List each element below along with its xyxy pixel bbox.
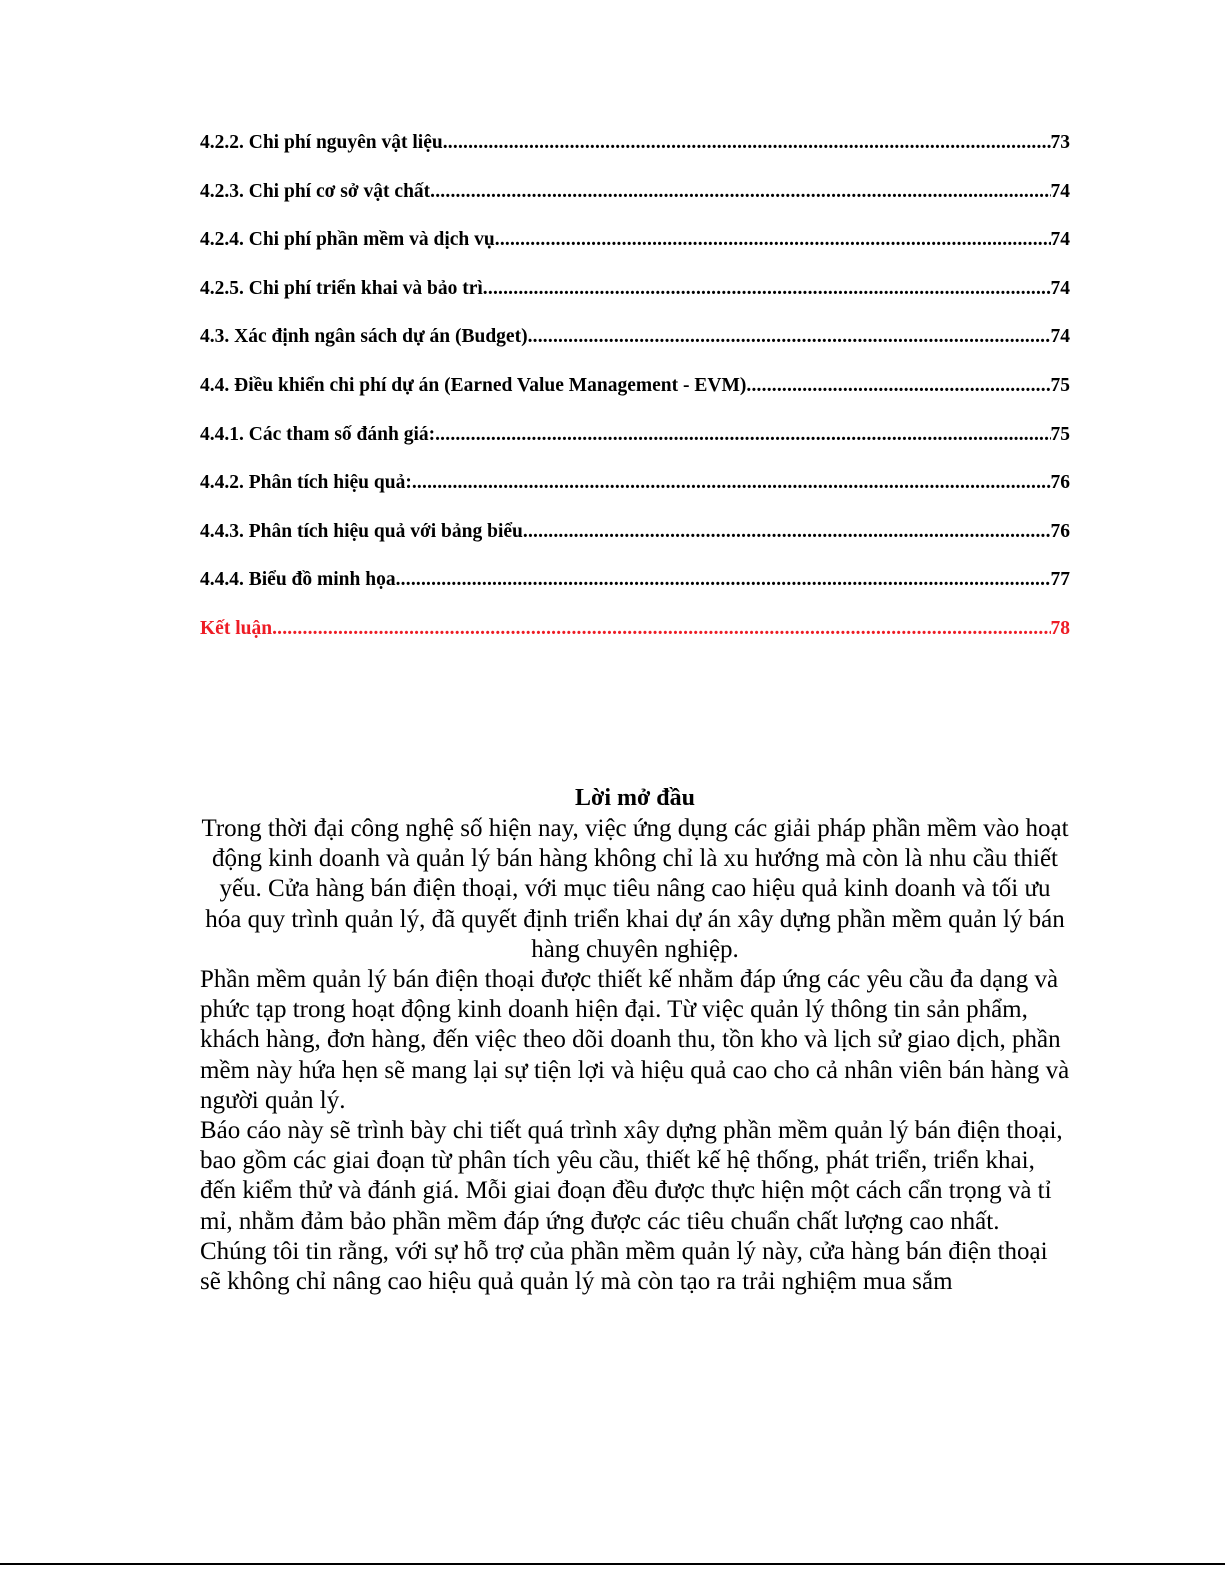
toc-entry[interactable]	[200, 375, 1070, 424]
introduction-section	[200, 782, 1070, 1297]
page-bottom-rule	[0, 1563, 1225, 1565]
section-title: Lời mở đầu	[575, 785, 695, 811]
toc-entry-page: 76	[1050, 520, 1070, 542]
toc-entry-page: 76	[1050, 472, 1070, 494]
toc-entry[interactable]	[200, 278, 1070, 327]
toc-entry-page: 74	[1050, 180, 1070, 202]
toc-entry-label: 4.4.4. Biểu đồ minh họa	[200, 569, 396, 591]
toc-entry-label: 4.2.3. Chi phí cơ sở vật chất	[200, 180, 431, 202]
toc-entry-conclusion[interactable]	[200, 618, 1070, 667]
toc-entry-page: 73	[1050, 132, 1070, 153]
toc-leader-dots	[746, 375, 1050, 397]
toc-leader-dots	[483, 278, 1051, 300]
toc-leader-dots	[443, 132, 1051, 154]
intro-paragraph: Báo cáo này sẽ trình bày chi tiết quá trình xây dựng phần mềm quản lý bán điện thoại, bao gồm các giai đoạn từ phân tích yêu cầu, thiết kế hệ thống, phát triển, triển khai, đến kiểm thử và đánh giá. Mỗi giai đoạn đều được thực hiện một cách cẩn trọng và tỉ mỉ, nhằm đảm bảo phần mềm đáp ứng được các tiêu chuẩn chất lượng cao nhất.	[200, 1117, 1063, 1235]
toc-leader-dots	[396, 569, 1051, 591]
toc-entry-label: 4.3. Xác định ngân sách dự án (Budget)	[200, 326, 528, 348]
intro-paragraph: Trong thời đại công nghệ số hiện nay, việc ứng dụng các giải pháp phần mềm vào hoạt động kinh doanh và quản lý bán hàng không chỉ là xu hướng mà còn là nhu cầu thiết yếu. Cửa hàng bán điện thoại, với mục tiêu nâng cao hiệu quả kinh doanh và tối ưu hóa quy trình quản lý, đã quyết định triển khai dự án xây dựng phần mềm quản lý bán hàng chuyên nghiệp.	[201, 815, 1069, 963]
table-of-contents	[200, 132, 1070, 667]
toc-entry[interactable]	[200, 181, 1070, 230]
toc-entry[interactable]	[200, 229, 1070, 278]
toc-entry[interactable]	[200, 326, 1070, 375]
toc-entry-label: 4.4.2. Phân tích hiệu quả:	[200, 472, 412, 494]
toc-entry-label: 4.2.2. Chi phí nguyên vật liệu	[200, 132, 443, 153]
toc-entry-label: 4.2.5. Chi phí triển khai và bảo trì	[200, 277, 483, 299]
toc-entry[interactable]	[200, 472, 1070, 521]
toc-entry-label: 4.2.4. Chi phí phần mềm và dịch vụ	[200, 229, 495, 251]
toc-leader-dots	[528, 326, 1051, 348]
toc-leader-dots	[495, 229, 1051, 251]
toc-entry-page: 74	[1050, 277, 1070, 299]
toc-entry-page: 77	[1050, 569, 1070, 591]
toc-leader-dots	[523, 521, 1051, 543]
toc-entry-label: Kết luận	[200, 617, 273, 639]
toc-entry[interactable]	[200, 132, 1070, 181]
toc-entry-label: 4.4.1. Các tham số đánh giá:	[200, 423, 436, 445]
toc-leader-dots	[412, 472, 1051, 494]
toc-entry-page: 74	[1050, 229, 1070, 251]
toc-entry-page: 74	[1050, 326, 1070, 348]
toc-entry[interactable]	[200, 569, 1070, 618]
toc-entry-page: 75	[1050, 423, 1070, 445]
toc-entry-label: 4.4. Điều khiển chi phí dự án (Earned Value Management - EVM)	[200, 374, 747, 396]
toc-entry[interactable]	[200, 521, 1070, 570]
toc-entry-label: 4.4.3. Phân tích hiệu quả với bảng biểu	[200, 520, 523, 542]
intro-paragraph: Phần mềm quản lý bán điện thoại được thiết kế nhằm đáp ứng các yêu cầu đa dạng và phức tạp trong hoạt động kinh doanh hiện đại. Từ việc quản lý thông tin sản phẩm, khách hàng, đơn hàng, đến việc theo dõi doanh thu, tồn kho và lịch sử giao dịch, phần mềm này hứa hẹn sẽ mang lại sự tiện lợi và hiệu quả cao cho cả nhân viên bán hàng và người quản lý.	[200, 966, 1070, 1114]
toc-entry-page: 75	[1050, 374, 1070, 396]
toc-entry[interactable]	[200, 424, 1070, 473]
toc-entry-page: 78	[1050, 617, 1070, 639]
toc-leader-dots	[272, 618, 1050, 640]
intro-paragraph: Chúng tôi tin rằng, với sự hỗ trợ của phần mềm quản lý này, cửa hàng bán điện thoại sẽ không chỉ nâng cao hiệu quả quản lý mà còn tạo ra trải nghiệm mua sắm	[200, 1237, 1048, 1296]
toc-leader-dots	[430, 181, 1050, 203]
toc-leader-dots	[435, 424, 1050, 446]
